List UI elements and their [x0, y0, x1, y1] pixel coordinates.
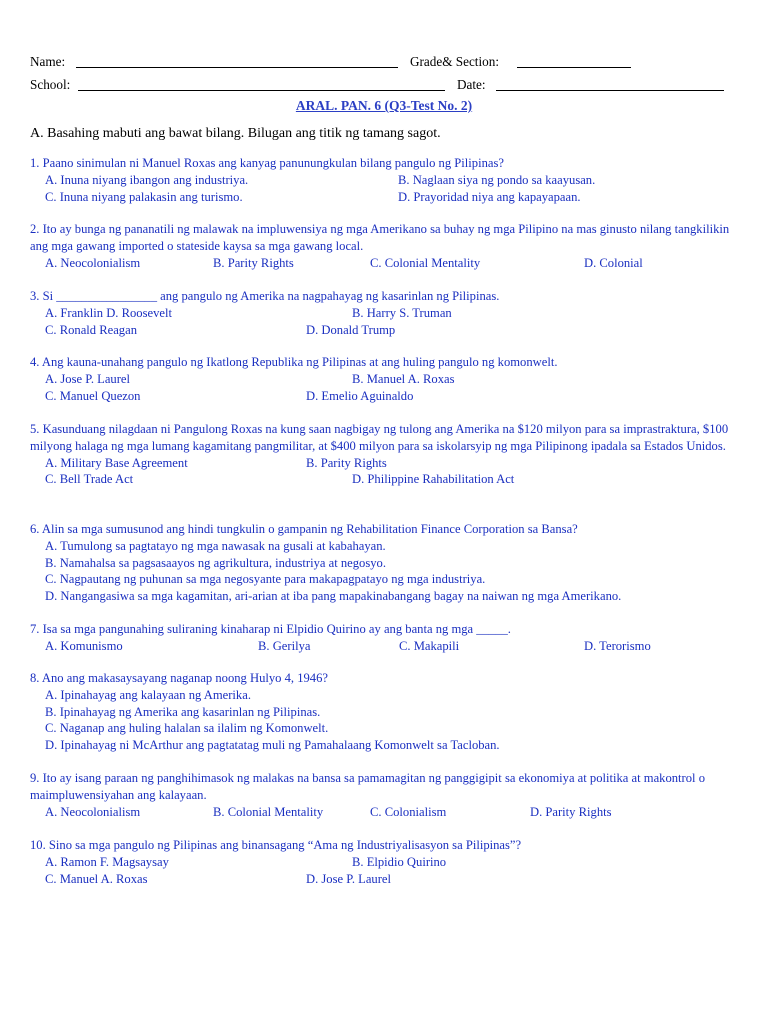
- choice-b[interactable]: B. Gerilya: [258, 638, 311, 653]
- question-3: [30, 288, 740, 338]
- choice-b[interactable]: B. Manuel A. Roxas: [352, 371, 455, 386]
- choice-b[interactable]: B. Parity Rights: [306, 455, 387, 470]
- name-label: Name:: [30, 54, 66, 69]
- question-5: [30, 421, 740, 488]
- choice-b[interactable]: B. Namahalsa sa pagsasaayos ng agrikultura, industriya at negosyo.: [45, 555, 386, 570]
- test-title: ARAL. PAN. 6 (Q3-Test No. 2): [295, 98, 473, 113]
- date-field[interactable]: [496, 90, 724, 91]
- choice-c[interactable]: C. Ronald Reagan: [45, 322, 137, 337]
- question-4: [30, 354, 740, 404]
- choice-c[interactable]: C. Makapili: [399, 638, 460, 653]
- choice-c[interactable]: C. Naganap ang huling halalan sa ilalim ng Komonwelt.: [45, 721, 329, 736]
- question-1: [30, 155, 740, 205]
- name-field[interactable]: [76, 67, 398, 68]
- choice-a[interactable]: A. Franklin D. Roosevelt: [45, 305, 172, 320]
- question-2: [30, 221, 740, 271]
- question-text: 3. Si ________________ ang pangulo ng Amerika na nagpahayag ng kasarinlan ng Pilipinas.: [30, 289, 500, 303]
- choice-d[interactable]: D. Ipinahayag ni McArthur ang pagtatatag muli ng Pamahalaang Komonwelt sa Tacloban.: [45, 738, 500, 753]
- choice-b[interactable]: B. Harry S. Truman: [352, 305, 452, 320]
- question-7: [30, 621, 740, 655]
- question-text: 4. Ang kauna-unahang pangulo ng Ikatlong Republika ng Pilipinas at ang huling pangulo ng komonwelt.: [30, 355, 558, 369]
- choice-a[interactable]: A. Neocolonialism: [45, 804, 141, 819]
- question-text: 1. Paano sinimulan ni Manuel Roxas ang kanyag panunungkulan bilang pangulo ng Pilipinas?: [30, 156, 504, 170]
- choice-a[interactable]: A. Ipinahayag ang kalayaan ng Amerika.: [45, 687, 251, 702]
- choice-b[interactable]: B. Ipinahayag ng Amerika ang kasarinlan ng Pilipinas.: [45, 704, 321, 719]
- choice-d[interactable]: D. Prayoridad niya ang kapayapaan.: [398, 189, 581, 204]
- choice-d[interactable]: D. Colonial: [584, 255, 643, 270]
- school-label: School:: [30, 77, 71, 92]
- choice-d[interactable]: D. Parity Rights: [530, 804, 612, 819]
- question-9: [30, 770, 740, 820]
- choice-c[interactable]: C. Colonialism: [370, 804, 447, 819]
- question-text: 5. Kasunduang nilagdaan ni Pangulong Roxas na kung saan nagbigay ng tulong ang Amerika na $120 milyon para sa imprastraktura, $100 milyong halaga ng mga lumang kagamitang pangmilitar, at $400 milyon para sa iskolarsyip ng mga Pilipinong ipadala sa Estados Unidos.: [30, 422, 729, 453]
- question-6: [30, 521, 740, 605]
- choice-c[interactable]: C. Nagpautang ng puhunan sa mga negosyante para makapagpatayo ng mga industriya.: [45, 572, 486, 587]
- choice-c[interactable]: C. Inuna niyang palakasin ang turismo.: [45, 189, 243, 204]
- grade-section-label: Grade& Section:: [410, 54, 499, 69]
- choice-b[interactable]: B. Colonial Mentality: [213, 804, 324, 819]
- question-text: 8. Ano ang makasaysayang naganap noong Hulyo 4, 1946?: [30, 671, 328, 685]
- question-text: 2. Ito ay bunga ng pananatili ng malawak na impluwensiya ng mga Amerikano sa buhay ng mga Pilipino na mas ginusto nilang tangkilikin ang mga gawang imported o stateside kaysa sa mga gawang local.: [30, 222, 730, 253]
- question-text: 7. Isa sa mga pangunahing suliraning kinaharap ni Elpidio Quirino ay ang banta ng mga _____.: [30, 622, 511, 636]
- date-label: Date:: [457, 77, 486, 92]
- choice-a[interactable]: A. Ramon F. Magsaysay: [45, 854, 169, 869]
- choice-a[interactable]: A. Komunismo: [45, 638, 123, 653]
- choice-d[interactable]: D. Nangangasiwa sa mga kagamitan, ari-arian at iba pang mapakinabangang bagay na naiwan ng mga Amerikano.: [45, 589, 622, 604]
- question-text: 10. Sino sa mga pangulo ng Pilipinas ang binansagang “Ama ng Industriyalisasyon sa Pilipinas”?: [30, 838, 522, 852]
- question-8: [30, 670, 740, 754]
- choice-b[interactable]: B. Naglaan siya ng pondo sa kaayusan.: [398, 172, 596, 187]
- choice-c[interactable]: C. Manuel A. Roxas: [45, 871, 148, 886]
- choice-c[interactable]: C. Colonial Mentality: [370, 255, 481, 270]
- grade-section-field[interactable]: [517, 67, 631, 68]
- question-text: 6. Alin sa mga sumusunod ang hindi tungkulin o gampanin ng Rehabilitation Finance Corporation sa Bansa?: [30, 522, 578, 536]
- choice-a[interactable]: A. Tumulong sa pagtatayo ng mga nawasak na gusali at kabahayan.: [45, 538, 386, 553]
- choice-b[interactable]: B. Elpidio Quirino: [352, 854, 447, 869]
- choice-d[interactable]: D. Philippine Rahabilitation Act: [352, 472, 515, 487]
- instruction: A. Basahing mabuti ang bawat bilang. Bilugan ang titik ng tamang sagot.: [30, 126, 441, 141]
- choice-a[interactable]: A. Military Base Agreement: [45, 455, 188, 470]
- choice-a[interactable]: A. Neocolonialism: [45, 255, 141, 270]
- choice-d[interactable]: D. Terorismo: [584, 638, 651, 653]
- choice-d[interactable]: D. Donald Trump: [306, 322, 396, 337]
- choice-d[interactable]: D. Jose P. Laurel: [306, 871, 391, 886]
- choice-a[interactable]: A. Inuna niyang ibangon ang industriya.: [45, 172, 249, 187]
- choice-a[interactable]: A. Jose P. Laurel: [45, 371, 130, 386]
- choice-c[interactable]: C. Manuel Quezon: [45, 388, 141, 403]
- choice-b[interactable]: B. Parity Rights: [213, 255, 294, 270]
- choice-d[interactable]: D. Emelio Aguinaldo: [306, 388, 414, 403]
- school-field[interactable]: [78, 90, 445, 91]
- question-text: 9. Ito ay isang paraan ng panghihimasok ng malakas na bansa sa pamamagitan ng panggigipit sa ekonomiya at politika at makontrol o maimpluwensiyahan ang kalayaan.: [30, 771, 705, 802]
- choice-c[interactable]: C. Bell Trade Act: [45, 472, 134, 487]
- question-10: [30, 837, 740, 887]
